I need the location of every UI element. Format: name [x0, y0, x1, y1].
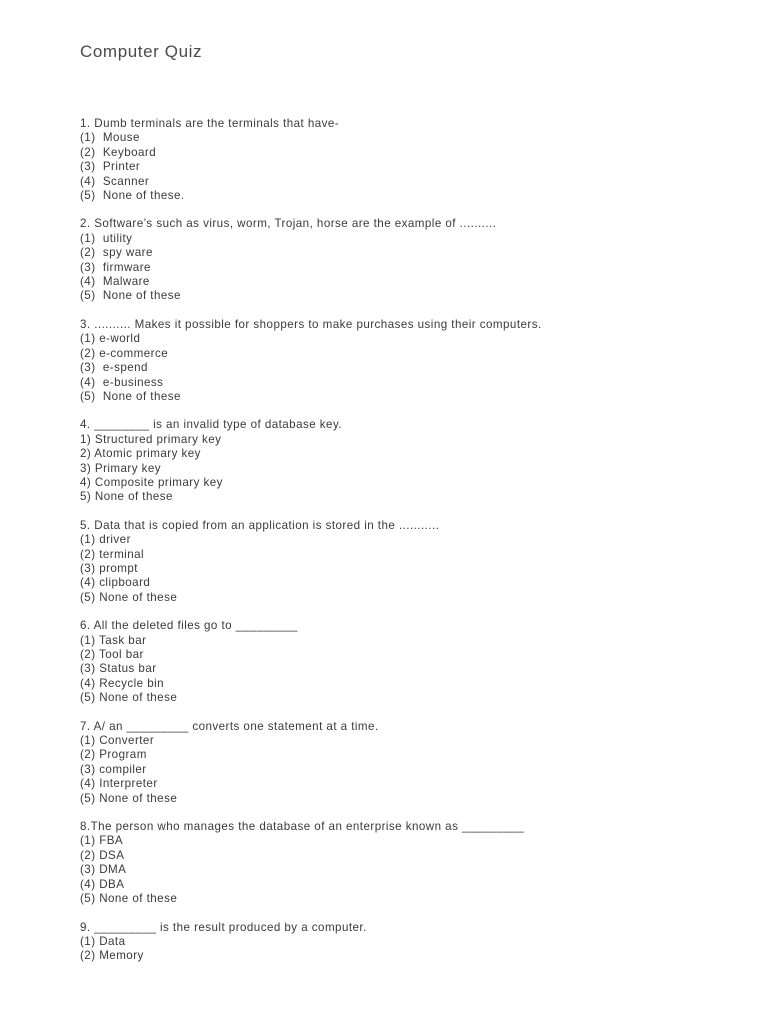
answer-option: (1) driver — [80, 533, 131, 547]
answer-option: (2) Memory — [80, 949, 144, 963]
answer-option: (4) DBA — [80, 877, 125, 891]
answer-option: (1) Converter — [80, 734, 155, 748]
answer-option: 1) Structured primary key — [80, 432, 222, 446]
question-text: 9. _________ is the result produced by a computer. — [80, 920, 367, 934]
answer-option: (5) None of these — [80, 590, 178, 604]
question-block — [80, 318, 720, 404]
answer-option: (1) Data — [80, 934, 126, 948]
answer-option: 3) Primary key — [80, 461, 162, 475]
question-text: 6. All the deleted files go to _________ — [80, 619, 298, 633]
answer-option: (2) spy ware — [80, 246, 153, 260]
question-block — [80, 117, 720, 203]
answer-option: (3) DMA — [80, 863, 127, 877]
question-text: 1. Dumb terminals are the terminals that have- — [80, 117, 340, 130]
question-list — [80, 117, 720, 978]
answer-option: (5) None of these — [80, 389, 181, 403]
question-block — [80, 519, 720, 605]
question-text: 3. .......... Makes it possible for shoppers to make purchases using their computers. — [80, 317, 542, 331]
answer-option: (3) compiler — [80, 762, 147, 776]
answer-option: (1) FBA — [80, 834, 124, 848]
answer-option: (3) e-spend — [80, 361, 148, 375]
question-block — [80, 217, 720, 303]
answer-option: (5) None of these. — [80, 189, 185, 203]
question-text: 5. Data that is copied from an application is stored in the ........... — [80, 518, 440, 532]
answer-option: (1) e-world — [80, 332, 141, 346]
question-text: 8.The person who manages the database of an enterprise known as _________ — [80, 820, 525, 834]
answer-option: (3) firmware — [80, 260, 151, 274]
answer-option: (3) Status bar — [80, 662, 157, 676]
answer-option: (4) Interpreter — [80, 777, 158, 791]
question-block — [80, 418, 720, 504]
page-title: Computer Quiz — [80, 42, 203, 61]
answer-option: (3) prompt — [80, 561, 138, 575]
question-block — [80, 720, 720, 806]
answer-option: (4) e-business — [80, 375, 164, 389]
question-text: 4. ________ is an invalid type of database key. — [80, 418, 342, 432]
question-block — [80, 921, 720, 964]
answer-option: (4) Scanner — [80, 174, 150, 188]
answer-option: (4) clipboard — [80, 576, 151, 590]
answer-option: 4) Composite primary key — [80, 475, 223, 489]
answer-option: (5) None of these — [80, 892, 178, 906]
answer-option: (3) Printer — [80, 160, 141, 174]
question-block — [80, 619, 720, 705]
answer-option: (2) Keyboard — [80, 145, 157, 159]
answer-option: 5) None of these — [80, 490, 173, 504]
answer-option: (5) None of these — [80, 289, 181, 303]
question-text: 2. Software’s such as virus, worm, Trojan, horse are the example of .......... — [80, 217, 497, 231]
answer-option: (5) None of these — [80, 691, 178, 705]
answer-option: (2) DSA — [80, 848, 125, 862]
answer-option: (2) Tool bar — [80, 648, 144, 661]
answer-option: 2) Atomic primary key — [80, 447, 201, 461]
answer-option: (2) terminal — [80, 547, 145, 561]
answer-option: (4) Malware — [80, 275, 150, 289]
question-block — [80, 820, 720, 906]
answer-option: (1) Task bar — [80, 633, 147, 647]
answer-option: (4) Recycle bin — [80, 676, 165, 690]
question-text: 7. A/ an _________ converts one statement at a time. — [80, 719, 379, 733]
answer-option: (2) e-commerce — [80, 346, 169, 360]
answer-option: (2) Program — [80, 748, 147, 762]
answer-option: (5) None of these — [80, 791, 178, 805]
answer-option: (1) Mouse — [80, 131, 140, 145]
answer-option: (1) utility — [80, 231, 133, 245]
